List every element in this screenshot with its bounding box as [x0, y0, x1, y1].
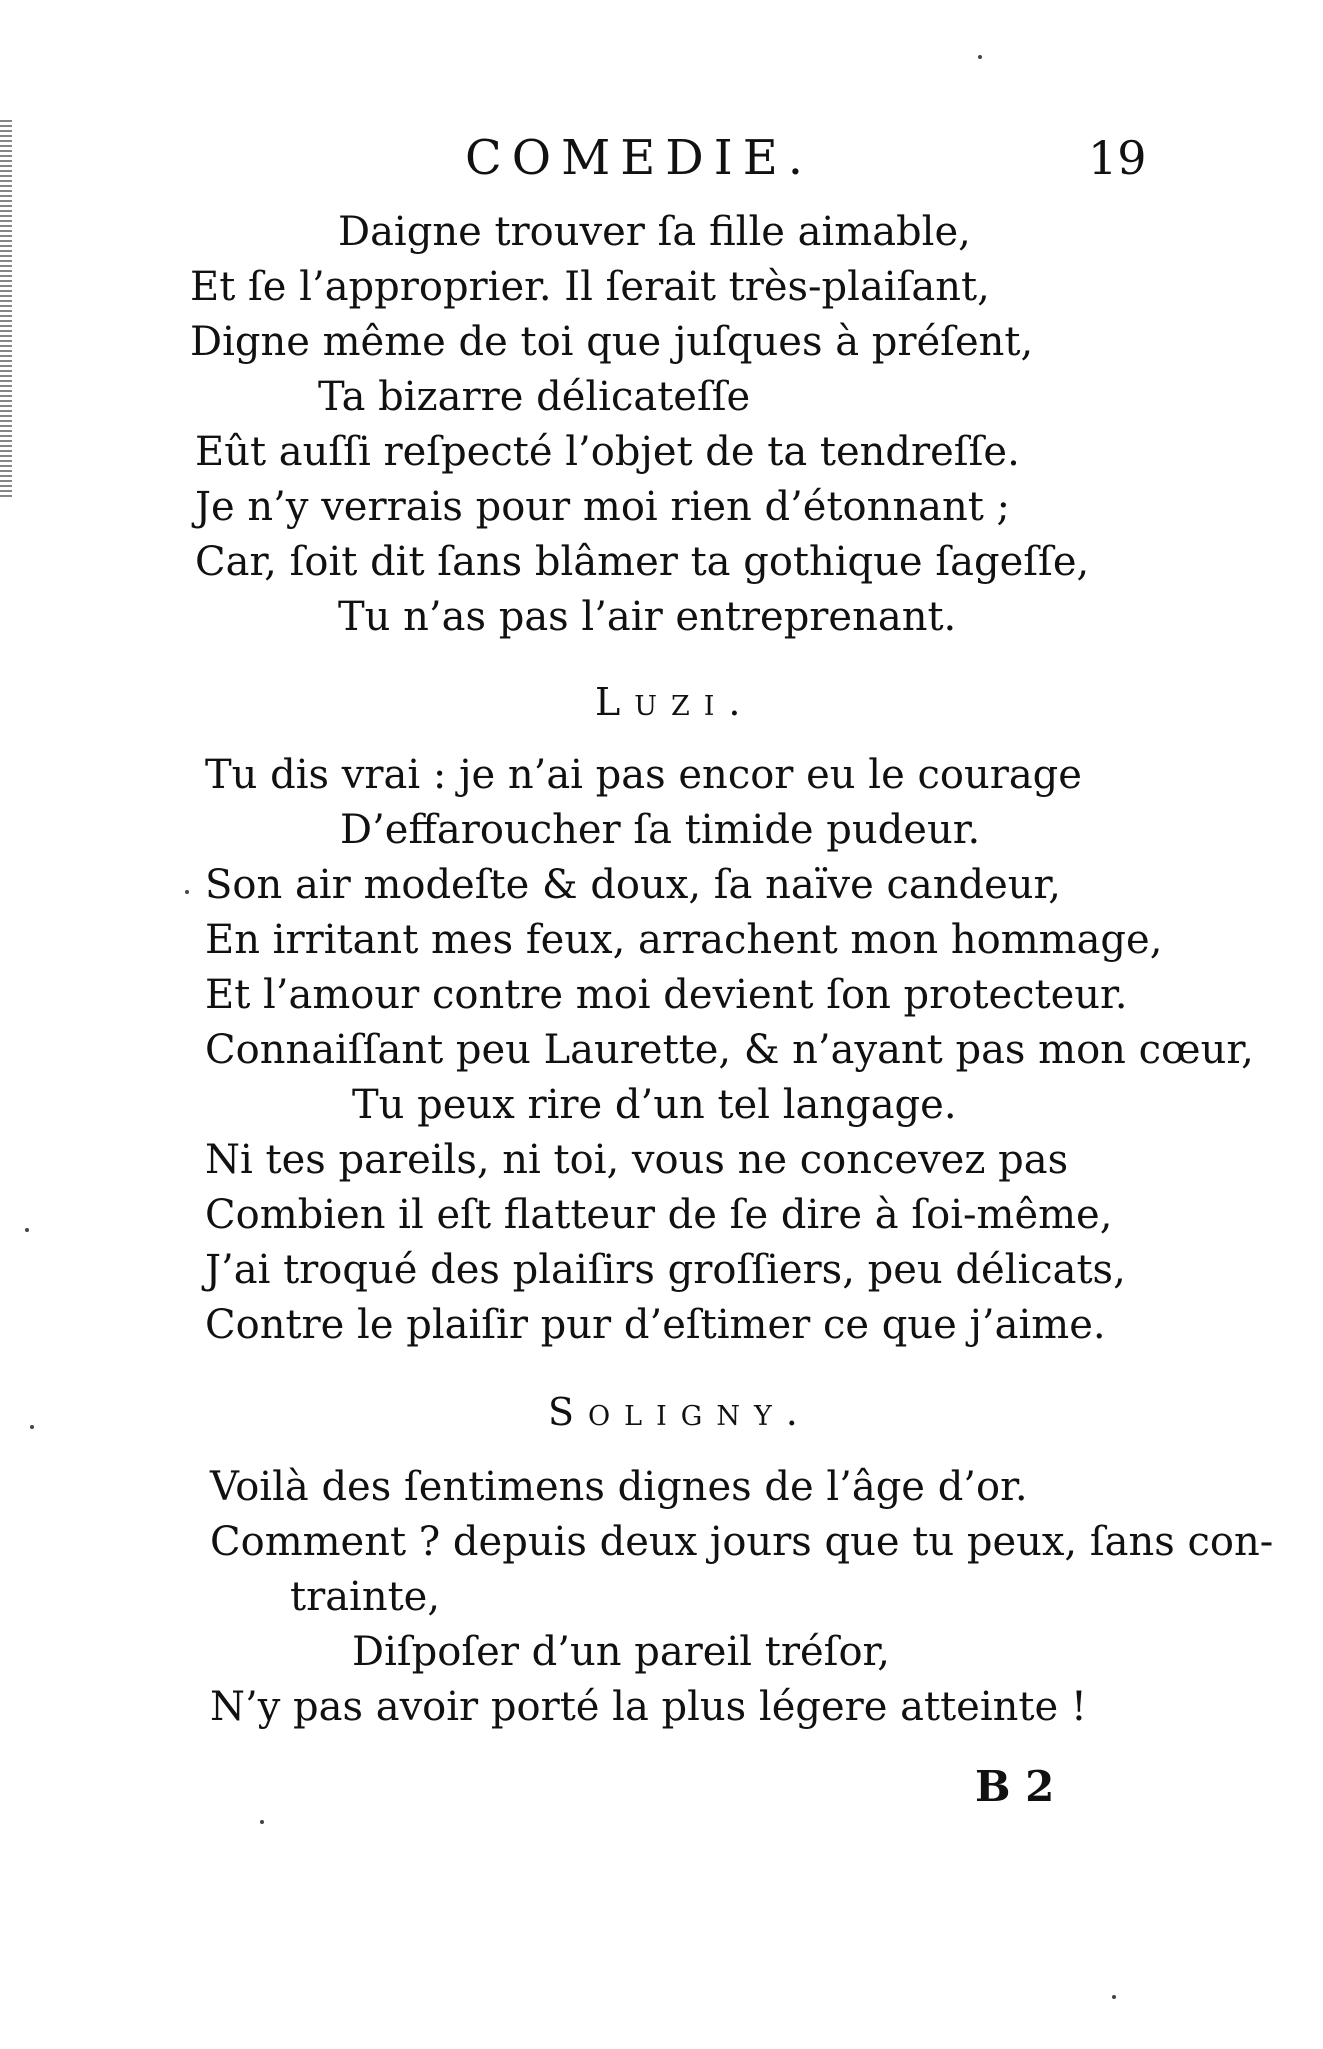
verse-line: D’effaroucher ſa timide pudeur.	[340, 807, 981, 853]
scan-speck	[1112, 1995, 1116, 1999]
verse-line: Tu dis vrai : je n’ai pas encor eu le courage	[205, 752, 1082, 798]
verse-line: Je n’y verrais pour moi rien d’étonnant ;	[195, 484, 1011, 530]
speaker-name: Luzi.	[595, 680, 755, 724]
verse-line: J’ai troqué des plaiſirs groſſiers, peu délicats,	[205, 1247, 1126, 1293]
verse-line: Voilà des ſentimens dignes de l’âge d’or.	[210, 1464, 1028, 1510]
verse-line: Comment ? depuis deux jours que tu peux, ſans con-	[210, 1519, 1274, 1565]
verse-line: Diſpoſer d’un pareil tréſor,	[352, 1629, 890, 1675]
scan-speck	[978, 55, 982, 59]
verse-line: Daigne trouver ſa fille aimable,	[338, 209, 971, 255]
verse-line: Car, ſoit dit ſans blâmer ta gothique ſageſſe,	[195, 539, 1090, 585]
verse-line: Digne même de toi que juſques à préſent,	[190, 319, 1034, 365]
verse-line: Son air modeſte & doux, ſa naïve candeur,	[205, 862, 1061, 908]
verse-line: trainte,	[290, 1574, 441, 1620]
verse-line: Et l’amour contre moi devient ſon protecteur.	[205, 972, 1128, 1018]
verse-line: Et ſe l’approprier. Il ſerait très-plaiſant,	[190, 264, 990, 310]
verse-line: Ni tes pareils, ni toi, vous ne concevez pas	[205, 1137, 1069, 1183]
verse-line: Tu peux rire d’un tel langage.	[352, 1082, 957, 1128]
verse-line: Eût auſſi reſpecté l’objet de ta tendreſſe.	[195, 429, 1020, 475]
verse-line: Ta bizarre délicateſſe	[318, 374, 751, 420]
verse-line: Tu n’as pas l’air entreprenant.	[338, 594, 957, 640]
page-header	[0, 128, 1323, 188]
verse-line: En irritant mes feux, arrachent mon hommage,	[205, 917, 1163, 963]
running-head: COMEDIE.	[465, 130, 814, 186]
scan-speck	[185, 890, 189, 894]
signature-mark: B 2	[975, 1762, 1055, 1811]
page-number: 19	[1088, 131, 1147, 185]
speaker-name: Soligny.	[548, 1390, 812, 1434]
scan-speck	[25, 1228, 29, 1232]
scan-speck	[260, 1820, 264, 1824]
scan-speck	[30, 1425, 34, 1429]
verse-line: Contre le plaiſir pur d’eſtimer ce que j’aime.	[205, 1302, 1106, 1348]
verse-line: Combien il eſt flatteur de ſe dire à ſoi-même,	[205, 1192, 1113, 1238]
verse-line: N’y pas avoir porté la plus légere atteinte !	[210, 1684, 1087, 1730]
verse-line: Connaiſſant peu Laurette, & n’ayant pas mon cœur,	[205, 1027, 1254, 1073]
